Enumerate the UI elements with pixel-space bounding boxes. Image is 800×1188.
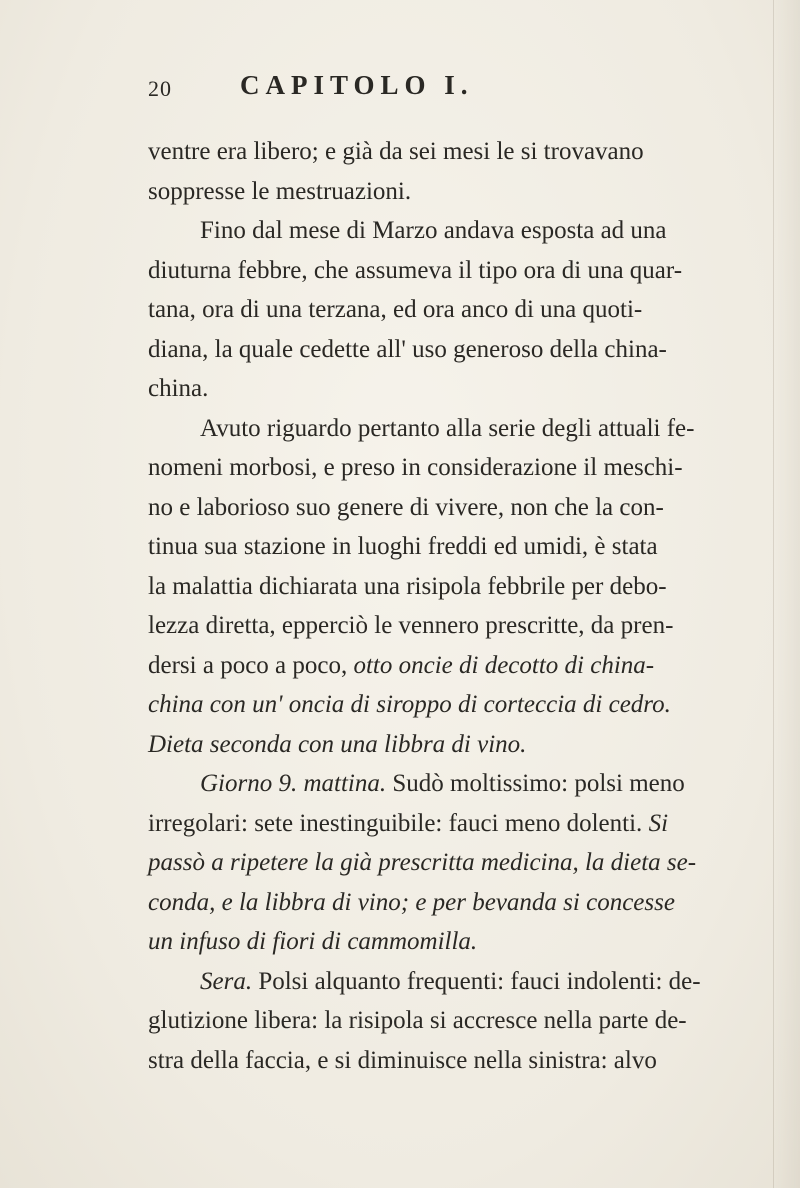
text-line: diuturna febbre, che assumeva il tipo ora di una quar-: [148, 256, 683, 284]
text-segment: dersi a poco a poco,: [148, 651, 354, 679]
text-segment: irregolari: sete inestinguibile: fauci meno dolenti.: [148, 809, 649, 837]
text-line: tana, ora di una terzana, ed ora anco di una quoti-: [148, 296, 643, 323]
text-segment-italic: Si: [648, 809, 669, 837]
text-segment: Polsi alquanto frequenti: fauci indolenti: de-: [252, 967, 701, 995]
page-number: 20: [148, 76, 172, 101]
text-line: Avuto riguardo pertanto alla serie degli attuali fe-: [200, 414, 695, 442]
text-segment-italic: otto oncie di decotto di china-: [353, 651, 655, 679]
text-line: un infuso di fiori di cammomilla.: [148, 928, 478, 955]
text-line: [148, 764, 760, 804]
text-line: ventre era libero; e già da sei mesi le si trovavano: [148, 138, 644, 165]
text-line: [148, 804, 760, 844]
text-line: china con un' oncia di siroppo di corteccia di cedro.: [148, 691, 671, 718]
text-line: no e laborioso suo genere di vivere, non che la con-: [148, 493, 664, 521]
text-segment-italic: Giorno 9. mattina.: [200, 770, 387, 797]
page-edge-shadow: [773, 0, 800, 1188]
text-line: conda, e la libbra di vino; e per bevanda si concesse: [148, 888, 675, 916]
text-line: lezza diretta, epperciò le vennero prescritte, da pren-: [148, 612, 674, 639]
running-title: CAPITOLO I.: [240, 70, 474, 100]
text-line: china.: [148, 375, 209, 402]
text-line: stra della faccia, e si diminuisce nella sinistra: alvo: [148, 1046, 657, 1074]
text-line: passò a ripetere la già prescritta medicina, la dieta se-: [148, 849, 697, 876]
text-line: [148, 962, 760, 1002]
text-line: [148, 646, 760, 686]
text-segment-italic: Sera.: [200, 967, 253, 995]
text-line: la malattia dichiarata una risipola febbrile per debo-: [148, 572, 667, 600]
text-segment: Sudò moltissimo: polsi meno: [386, 770, 685, 797]
body-text: [148, 132, 760, 1080]
text-line: nomeni morbosi, e preso in considerazione il meschi-: [148, 454, 683, 481]
text-line: diana, la quale cedette all' uso generoso della china-: [148, 335, 667, 363]
page-header: [0, 58, 800, 101]
text-line: Dieta seconda con una libbra di vino.: [148, 730, 527, 758]
text-line: Fino dal mese di Marzo andava esposta ad una: [200, 217, 667, 244]
text-line: soppresse le mestruazioni.: [148, 177, 412, 205]
text-line: glutizione libera: la risipola si accresce nella parte de-: [148, 1007, 687, 1034]
text-line: tinua sua stazione in luoghi freddi ed umidi, è stata: [148, 533, 658, 560]
